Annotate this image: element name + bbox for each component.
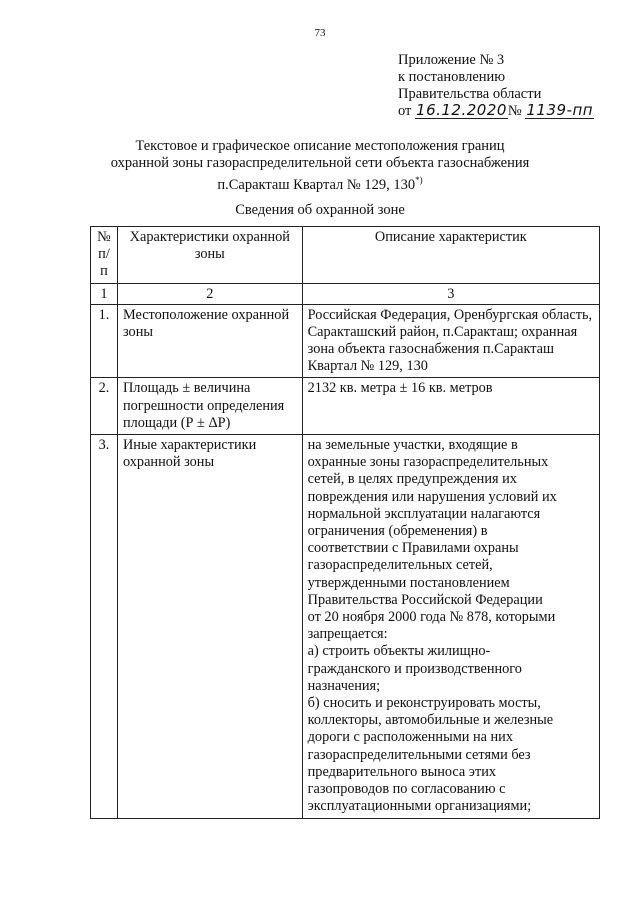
row-characteristic: Иные характеристики охранной зоны <box>117 435 302 818</box>
table-row <box>91 304 600 378</box>
row-characteristic: Площадь ± величина погрешности определения площади (Р ± ΔР) <box>117 378 302 435</box>
column-number-row <box>91 283 600 304</box>
title-line-2: охранной зоны газораспределительной сети объекта газоснабжения <box>110 155 530 171</box>
document-title <box>0 138 640 194</box>
row-characteristic: Местоположение охранной зоны <box>117 304 302 378</box>
description-line: эксплуатационными организациями; <box>307 798 532 815</box>
description-line: газораспределительных сетей, <box>307 557 493 574</box>
row-number: 1. <box>91 304 118 378</box>
appendix-line-2: к постановлению <box>398 69 506 85</box>
description-line: утвержденными постановлением <box>307 574 510 591</box>
description-line: газораспределительными сетями без <box>307 746 531 763</box>
row-description: 2132 кв. метра ± 16 кв. метров <box>302 378 599 435</box>
appendix-header <box>398 52 594 120</box>
column-number: 1 <box>91 283 118 304</box>
handwritten-date: 16.12.2020 <box>416 101 507 119</box>
description-line: газопроводов по согласованию с <box>307 781 506 798</box>
description-line: охранные зоны газораспределительных <box>307 454 549 471</box>
title-line-1: Текстовое и графическое описание местоположения границ <box>135 138 505 154</box>
header-cell-description: Описание характеристик <box>302 227 599 284</box>
table-header-row <box>91 227 600 284</box>
row-number: 3. <box>91 435 118 818</box>
description-line: от 20 ноября 2000 года № 878, которыми <box>307 609 556 626</box>
header-cell-num: № п/п <box>91 227 118 284</box>
page-number: 73 <box>314 27 326 39</box>
row-description: Российская Федерация, Оренбургская область, Саракташский район, п.Саракташ; охранная зона объекта газоснабжения п.Саракташ Квартал № 129, 130 <box>302 304 599 378</box>
description-line: ограничения (обременения) в <box>307 523 488 540</box>
description-line: предварительного выноса этих <box>307 763 496 780</box>
description-line: дороги с расположенными на них <box>307 729 513 746</box>
zone-info-table <box>90 226 600 819</box>
footnote-mark: *) <box>415 175 423 185</box>
description-line: повреждения или нарушения условий их <box>307 488 557 505</box>
table-row <box>91 378 600 435</box>
column-number: 2 <box>117 283 302 304</box>
description-line: гражданского и производственного <box>307 660 522 677</box>
description-line: нормальной эксплуатации налагаются <box>307 505 541 522</box>
description-line: назначения; <box>307 677 381 694</box>
title-line-3-text: п.Саракташ Квартал № 129, 130 <box>217 176 416 193</box>
row-number: 2. <box>91 378 118 435</box>
description-line: запрещается: <box>307 626 388 643</box>
appendix-line-1: Приложение № 3 <box>398 52 505 68</box>
header-cell-characteristic: Характеристики охранной зоны <box>117 227 302 284</box>
description-line: на земельные участки, входящие в <box>307 437 518 454</box>
from-label: от <box>398 103 412 119</box>
appendix-line-4 <box>398 103 594 120</box>
description-line: Правительства Российской Федерации <box>307 591 543 608</box>
title-line-3 <box>0 172 640 194</box>
description-line: соответствии с Правилами охраны <box>307 540 519 557</box>
section-subtitle: Сведения об охранной зоне <box>235 202 405 218</box>
row-description <box>302 435 599 818</box>
description-line: сетей, в целях предупреждения их <box>307 471 517 488</box>
number-sign: № <box>507 103 522 119</box>
column-number: 3 <box>302 283 599 304</box>
description-line: коллекторы, автомобильные и железные <box>307 712 554 729</box>
table-row <box>91 435 600 818</box>
description-line: а) строить объекты жилищно- <box>307 643 491 660</box>
handwritten-doc-number: 1139-пп <box>526 101 594 119</box>
description-line: б) сносить и реконструировать мосты, <box>307 695 541 712</box>
appendix-line-3: Правительства области <box>398 86 542 102</box>
